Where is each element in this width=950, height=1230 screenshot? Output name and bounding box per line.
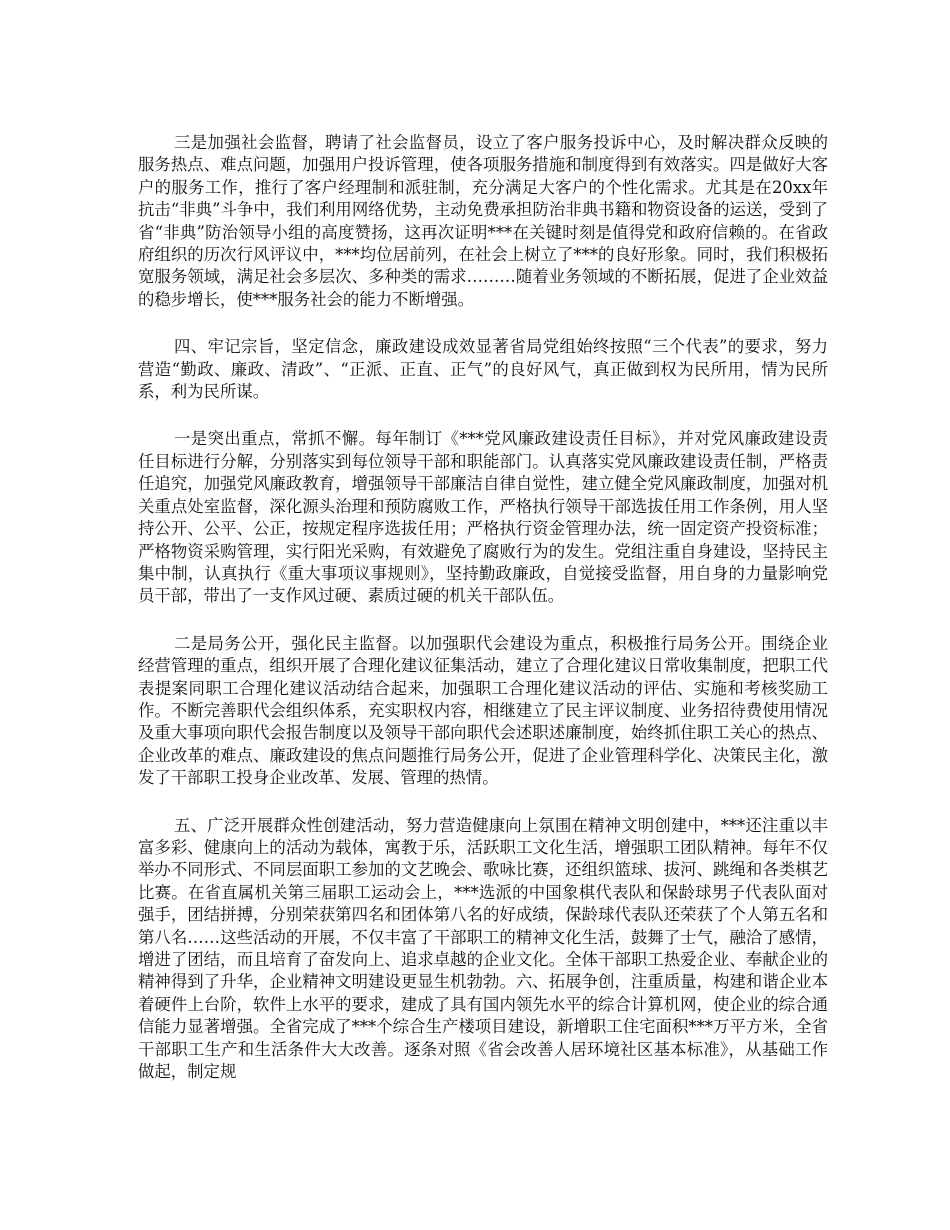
paragraph-focus-on-key-points: 一是突出重点，常抓不懈。每年制订《***党风廉政建设责任目标》，并对党风廉政建设责任目标进行分解，分别落实到每位领导干部和职能部门。认真落实党风廉政建设责任制，严格责任追究，加强党风廉政教育，增强领导干部廉洁自律自觉性，建立健全党风廉政制度，加强对机关重点处室监督，深化源头治理和预防腐败工作，严格执行领导干部选拔任用工作条例，用人坚持公开、公平、公正，按规定程序选拔任用；严格执行资金管理办法，统一固定资产投资标准；严格物资采购管理，实行阳光采购，有效避免了腐败行为的发生。党组注重自身建设，坚持民主集中制，认真执行《重大事项议事规则》，坚持勤政廉政，自觉接受监督，用自身的力量影响党员干部，带出了一支作风过硬、素质过硬的机关干部队伍。 bbox=[138, 429, 828, 606]
paragraph-social-supervision: 三是加强社会监督，聘请了社会监督员，设立了客户服务投诉中心，及时解决群众反映的服务热点、难点问题，加强用户投诉管理，使各项服务措施和制度得到有效落实。四是做好大客户的服务工作，推行了客户经理制和派驻制，充分满足大客户的个性化需求。尤其是在20xx年抗击“非典”斗争中，我们利用网络优势，主动免费承担防治非典书籍和物资设备的运送，受到了省“非典”防治领导小组的高度赞扬，这再次证明***在关键时刻是值得党和政府信赖的。在省政府组织的历次行风评议中，***均位居前列，在社会上树立了***的良好形象。同时，我们积极拓宽服务领域，满足社会多层次、多种类的需求………随着业务领域的不断拓展，促进了企业效益的稳步增长，使***服务社会的能力不断增强。 bbox=[138, 133, 828, 309]
paragraph-section-five-activities: 五、广泛开展群众性创建活动，努力营造健康向上氛围在精神文明创建中，***还注重以丰富多彩、健康向上的活动为载体，寓教于乐，活跃职工文化生活，增强职工团队精神。每年不仅举办不同形式、不同层面职工参加的文艺晚会、歌咏比赛，还组织篮球、拔河、跳绳和各类棋艺比赛。在省直属机关第三届职工运动会上，***选派的中国象棋代表队和保龄球男子代表队面对强手，团结拼搏，分别荣获第四名和团体第八名的好成绩，保龄球代表队还荣获了个人第五名和第八名……这些活动的开展，不仅丰富了干部职工的精神文化生活，鼓舞了士气，融洽了感情，增进了团结，而且培育了奋发向上、追求卓越的企业文化。全体干部职工热爱企业、奉献企业的精神得到了升华，企业精神文明建设更显生机勃勃。六、拓展争创，注重质量，构建和谐企业本着硬件上台阶，软件上水平的要求，建成了具有国内领先水平的综合计算机网，使企业的综合通信能力显著增强。全省完成了***个综合生产楼项目建设，新增职工住宅面积***万平方米，全省干部职工生产和生活条件大大改善。逐条对照《省会改善人居环境社区基本标准》，从基础工作做起，制定规 bbox=[138, 815, 828, 1082]
paragraph-section-four-heading: 四、牢记宗旨，坚定信念，廉政建设成效显著省局党组始终按照“三个代表”的要求，努力营造“勤政、廉政、清政”、“正派、正直、正气”的良好风气，真正做到权为民所用，情为民所系，利为民所谋。 bbox=[138, 337, 828, 402]
document-page bbox=[138, 132, 828, 1108]
paragraph-bureau-affairs-openness: 二是局务公开，强化民主监督。以加强职代会建设为重点，积极推行局务公开。围绕企业经营管理的重点，组织开展了合理化建议征集活动，建立了合理化建议日常收集制度，把职工代表提案同职工合理化建议活动结合起来，加强职工合理化建议活动的评估、实施和考核奖励工作。不断完善职代会组织体系，充实职权内容，相继建立了民主评议制度、业务招待费使用情况及重大事项向职代会报告制度以及领导干部向职代会述职述廉制度，始终抓住职工关心的热点、企业改革的难点、廉政建设的焦点问题推行局务公开，促进了企业管理科学化、决策民主化，激发了干部职工投身企业改革、发展、管理的热情。 bbox=[138, 633, 828, 788]
